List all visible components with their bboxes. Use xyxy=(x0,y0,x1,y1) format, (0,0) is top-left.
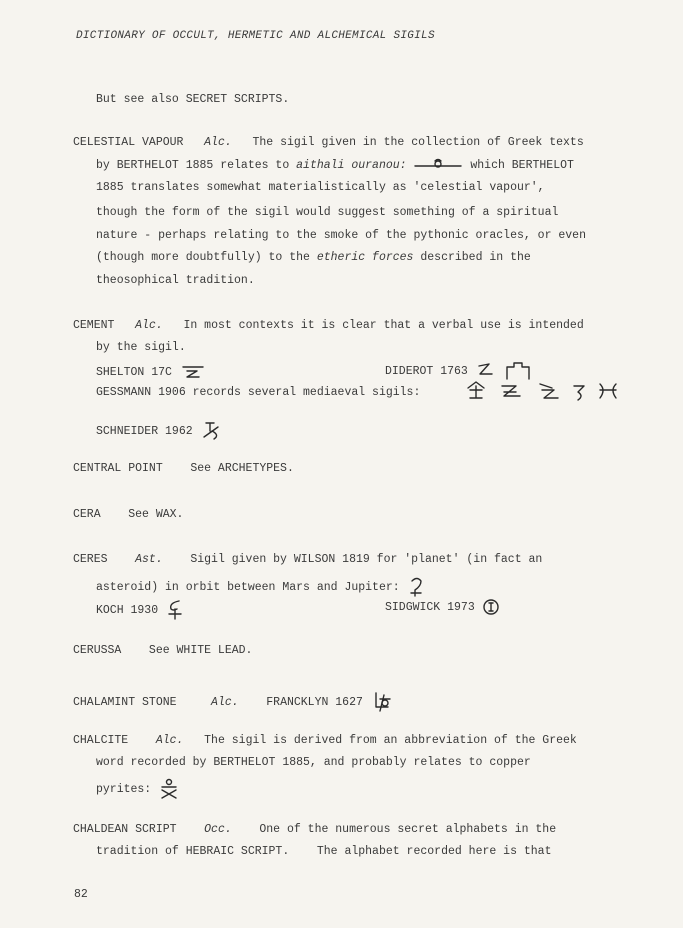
entry-text: The sigil given in the collection of Greek texts xyxy=(252,136,584,149)
entry-text: In most contexts it is clear that a verbal use is intended xyxy=(183,319,584,332)
entry-chaldean-line2 xyxy=(96,845,551,858)
entry-text: asteroid) in orbit between Mars and Jupiter: xyxy=(96,581,400,595)
entry-cement-schneider xyxy=(96,419,226,443)
entry-ceres-sidgwick xyxy=(385,598,500,616)
entry-term: CHALAMINT STONE xyxy=(73,696,177,710)
entry-celestial-line4: though the form of the sigil would suggest something of a spiritual xyxy=(96,206,559,219)
entry-celestial-line3: 1885 translates somewhat materialistically as 'celestial vapour', xyxy=(96,181,545,194)
entry-cement-shelton xyxy=(96,363,207,381)
entry-cement-gessmann: GESSMANN 1906 records several mediaeval sigils: xyxy=(96,386,421,399)
entry-greek-term: aithali ouranou: xyxy=(296,159,407,173)
source-citation: SHELTON 17C xyxy=(96,366,172,380)
chalamint-stone-sigil-icon xyxy=(370,689,396,715)
entry-text: One of the numerous secret alphabets in the xyxy=(259,823,557,836)
entry-emphasis: etheric forces xyxy=(316,251,414,264)
entry-chalcite-line3 xyxy=(96,778,180,800)
entry-celestial-line1 xyxy=(73,136,584,149)
entry-abbr: Occ. xyxy=(204,823,232,836)
cross-reference: See ARCHETYPES. xyxy=(190,462,294,475)
entry-text: The sigil is derived from an abbreviation of the Greek xyxy=(204,734,577,747)
source-citation: SIDGWICK 1973 xyxy=(385,601,475,615)
entry-text: described in the xyxy=(420,251,531,264)
ceres-sigil-icon xyxy=(407,575,425,599)
entry-text: tradition of HEBRAIC SCRIPT. xyxy=(96,845,290,858)
chalcite-sigil-icon xyxy=(158,778,180,800)
source-citation: SCHNEIDER 1962 xyxy=(96,425,193,439)
entry-term: CERES xyxy=(73,553,108,566)
entry-term: CHALCITE xyxy=(73,734,129,747)
entry-text: which BERTHELOT xyxy=(470,159,574,173)
entry-ceres-line1 xyxy=(73,553,542,566)
sidgwick-ceres-sigil-icon xyxy=(482,598,500,616)
entry-text: by BERTHELOT 1885 relates to xyxy=(96,159,290,173)
entry-chalcite-line1 xyxy=(73,734,577,747)
entry-cement-line1 xyxy=(73,319,584,332)
entry-text: pyrites: xyxy=(96,783,152,797)
gessmann-cement-sigils-icon xyxy=(466,378,636,402)
entry-celestial-line2 xyxy=(96,158,574,172)
entry-abbr: Alc. xyxy=(155,734,184,747)
entry-ceres-line2 xyxy=(96,575,425,599)
entry-term: CENTRAL POINT xyxy=(73,462,163,475)
source-citation: KOCH 1930 xyxy=(96,604,159,618)
entry-abbr: Alc. xyxy=(135,319,163,332)
entry-text: The alphabet recorded here is that xyxy=(316,845,552,858)
entry-ceres-koch xyxy=(96,598,187,622)
entry-chalamint-stone xyxy=(73,689,396,715)
entry-cera xyxy=(73,508,183,521)
running-header: DICTIONARY OF OCCULT, HERMETIC AND ALCHEMICAL SIGILS xyxy=(76,30,435,42)
entry-text: Sigil given by WILSON 1819 for 'planet' (in fact an xyxy=(190,553,543,566)
source-citation: FRANCKLYN 1627 xyxy=(266,696,363,710)
celestial-vapour-sigil-icon xyxy=(413,158,463,172)
entry-text: (though more doubtfully) to the xyxy=(96,251,310,264)
entry-celestial-line7: theosophical tradition. xyxy=(96,274,255,287)
entry-celestial-line6 xyxy=(96,251,531,264)
entry-cerussa xyxy=(73,644,252,657)
cross-reference: See WAX. xyxy=(128,508,184,521)
entry-term: CERA xyxy=(73,508,101,521)
schneider-cement-sigil-icon xyxy=(200,419,226,443)
entry-central-point xyxy=(73,462,294,475)
entry-cement-line2: by the sigil. xyxy=(96,341,186,354)
entry-term: CERUSSA xyxy=(73,644,122,657)
page-number: 82 xyxy=(74,888,88,901)
entry-chaldean-line1 xyxy=(73,823,556,836)
entry-abbr: Ast. xyxy=(135,553,163,566)
cross-reference: See WHITE LEAD. xyxy=(148,644,253,657)
source-citation: DIDEROT 1763 xyxy=(385,365,468,379)
entry-term: CELESTIAL VAPOUR xyxy=(73,136,184,149)
entry-chalcite-line2: word recorded by BERTHELOT 1885, and probably relates to copper xyxy=(96,756,531,769)
entry-abbr: Alc. xyxy=(204,136,232,149)
intro-line: But see also SECRET SCRIPTS. xyxy=(96,93,290,106)
entry-celestial-line5: nature - perhaps relating to the smoke of the pythonic oracles, or even xyxy=(96,229,586,242)
entry-term: CEMENT xyxy=(73,319,115,332)
koch-ceres-sigil-icon xyxy=(165,598,187,622)
entry-abbr: Alc. xyxy=(211,696,239,710)
entry-term: CHALDEAN SCRIPT xyxy=(73,823,177,836)
shelton-cement-sigil-icon xyxy=(179,363,207,381)
